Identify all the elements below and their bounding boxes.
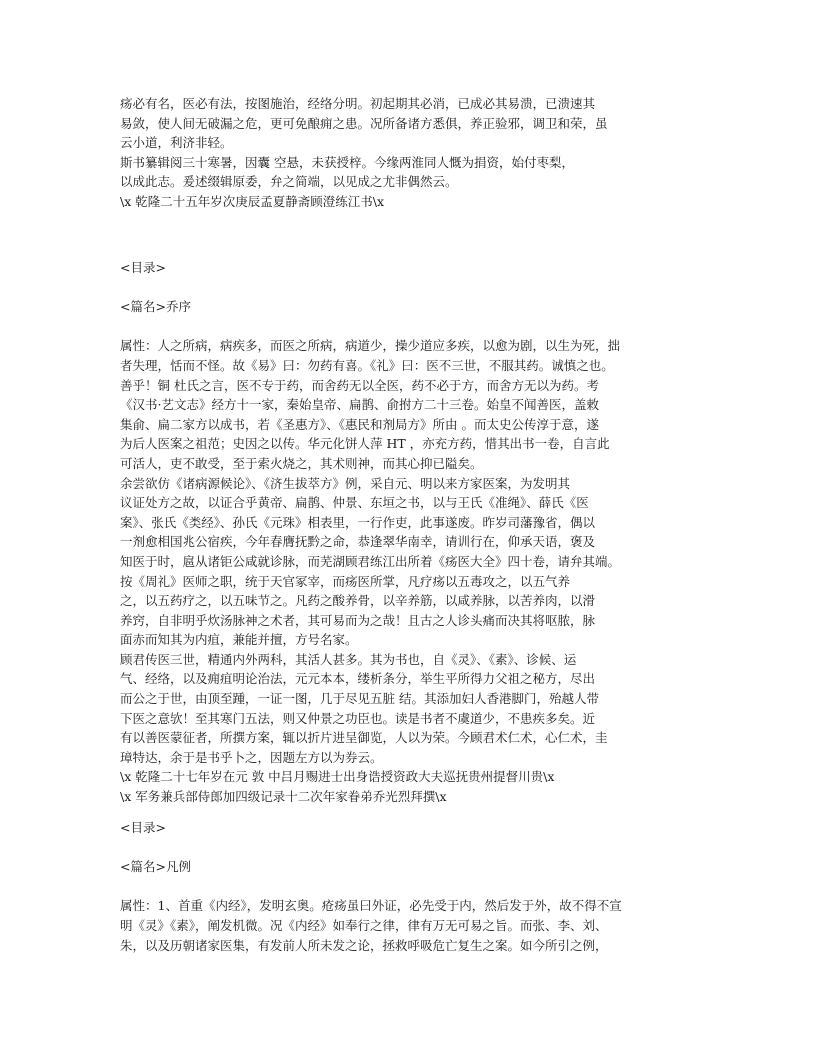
text-line: 为后人医案之祖范；史因之以传。华元化饼人萍 HT ，亦充方药，惜其出书一卷，自言此 <box>120 436 610 452</box>
toc-marker: <目录> <box>120 260 166 275</box>
text-line: 璋特达，余于是书乎卜之，因题左方以为券云。 <box>120 749 383 765</box>
text-line: 以成此志。爰述缀辑原委，弁之简端，以见成之尤非偶然云。 <box>120 174 458 190</box>
text-line: 面赤而知其为内疽，兼能并擅，方号名家。 <box>120 632 358 648</box>
text-line: 可活人，吏不敢受，至于索火烧之，其术则神，而其心抑已隘矣。 <box>120 455 483 471</box>
text-line: 顾君传医三世，精通内外两科，其活人甚多。其为书也，自《灵》、《素》、诊候、运 <box>120 651 577 667</box>
text-line: 朱，以及历朝诸家医集，有发前人所未发之论，拯救呼吸危亡复生之案。如今所引之例， <box>120 937 608 953</box>
text-line: 善乎！铜 杜氏之言，医不专于药，而舍药无以全医，药不必于方，而舍方无以为药。考 <box>120 377 599 393</box>
text-line: 按《周礼》医师之职，统于天官冢宰，而疡医所掌，凡疗疡以五毒攻之，以五气养 <box>120 573 571 589</box>
preface-closing-section <box>120 94 690 212</box>
text-line: 议证处方之故，以证合乎黄帝、扁鹊、仲景、东垣之书，以与王氏《准绳》、薛氏《医 <box>120 495 589 511</box>
toc-marker: <目录> <box>120 820 166 835</box>
text-line: 余尝欲仿《诸病源候论》、《济生拔萃方》例，采自元、明以来方家医案，为发明其 <box>120 475 571 491</box>
signature-line: \x 乾隆二十七年岁在元 敦 中吕月赐进士出身诰授资政大夫巡抚贵州提督川贵\x <box>120 769 555 785</box>
text-line: 案》、张氏《类经》、孙氏《元珠》相表里，一行作吏，此事遂废。昨岁司藩豫省，偶以 <box>120 514 596 530</box>
text-line: 云小道，利济非轻。 <box>120 135 233 151</box>
section-title: <篇名>乔序 <box>120 299 191 315</box>
text-line: 《汉书·艺文志》经方十一家，秦始皇帝、扁鹊、俞拊方二十三卷。始皇不闻善医，盖敕 <box>120 397 599 413</box>
text-line: 养窍，自非明乎炊汤脉神之术者，其可易而为之哉！且古之人诊头痛而决其将呕脓，脉 <box>120 612 596 628</box>
general-rules-section <box>120 818 690 955</box>
qiao-preface-section <box>120 258 690 807</box>
text-line: 而公之于世，由顶至踵，一证一图，几于尽见五脏 结。其添加妇人香港脚门，殆越人带 <box>120 691 599 707</box>
section-title: <篇名>凡例 <box>120 859 191 875</box>
text-line: 属性：1、首重《内经》，发明玄奥。疮疡虽曰外证，必先受于内，然后发于外，故不得不宣 <box>120 898 622 914</box>
text-line: 知医于时，扈从诸钜公咸就诊脉，而芜湖顾君练江出所着《疡医大全》四十卷，请弁其端。 <box>120 553 621 569</box>
text-line: 下医之意欤！至其寒门五法，则又仲景之功臣也。读是书者不虞道少，不患疾多矣。近 <box>120 710 596 726</box>
text-line: 属性：人之所病，病疾多，而医之所病，病道少，操少道应多疾，以愈为剧，以生为死，拙 <box>120 338 621 354</box>
text-line: 疡必有名，医必有法，按图施治，经络分明。初起期其必消，已成必其易溃，已溃速其 <box>120 96 596 111</box>
text-line: 之，以五药疗之，以五味节之。凡药之酸养骨，以辛养筋，以咸养脉，以苦养肉，以滑 <box>120 593 596 609</box>
signature-line: \x 乾隆二十五年岁次庚辰孟夏静斋顾澄练江书\x <box>120 193 384 209</box>
text-line: 明《灵》《素》，阐发机微。况《内经》如奉行之律，律有万无可易之旨。而张、李、刘、 <box>120 917 608 933</box>
signature-line: \x 军务兼兵部侍郎加四级记录十二次年家眷弟乔光烈拜撰\x <box>120 789 447 805</box>
text-line: 集俞、扁二家方以成书，若《圣惠方》、《惠民和剂局方》所由 。而太史公传淳于意，遂 <box>120 416 599 432</box>
text-line: 易敛，使人间无破漏之危，更可免酿痈之患。况所备诸方悉俱，养正验邪，调卫和荣，虽 <box>120 115 608 131</box>
text-line: 一剂愈相国兆公宿疾，今年春膺抚黔之命，恭逢翠华南幸，请训行在，仰承天语，褒及 <box>120 534 596 550</box>
text-line: 斯书纂辑阅三十寒暑，因囊 空悬，未获授梓。今缘两淮同人慨为捐资，始付枣梨， <box>120 154 574 170</box>
text-line: 气、经络，以及痈疽明论治法，元元本本，缕析条分，举生平所得力父祖之秘方，尽出 <box>120 671 596 687</box>
text-line: 者失理，恬而不怪。故《易》曰：勿药有喜。《礼》曰：医不三世，不服其药。诚慎之也。 <box>120 357 614 373</box>
text-line: 有以善医蒙征者，所撰方案，辄以折片进呈御览，人以为荣。今顾君术仁术，心仁术，圭 <box>120 730 608 746</box>
